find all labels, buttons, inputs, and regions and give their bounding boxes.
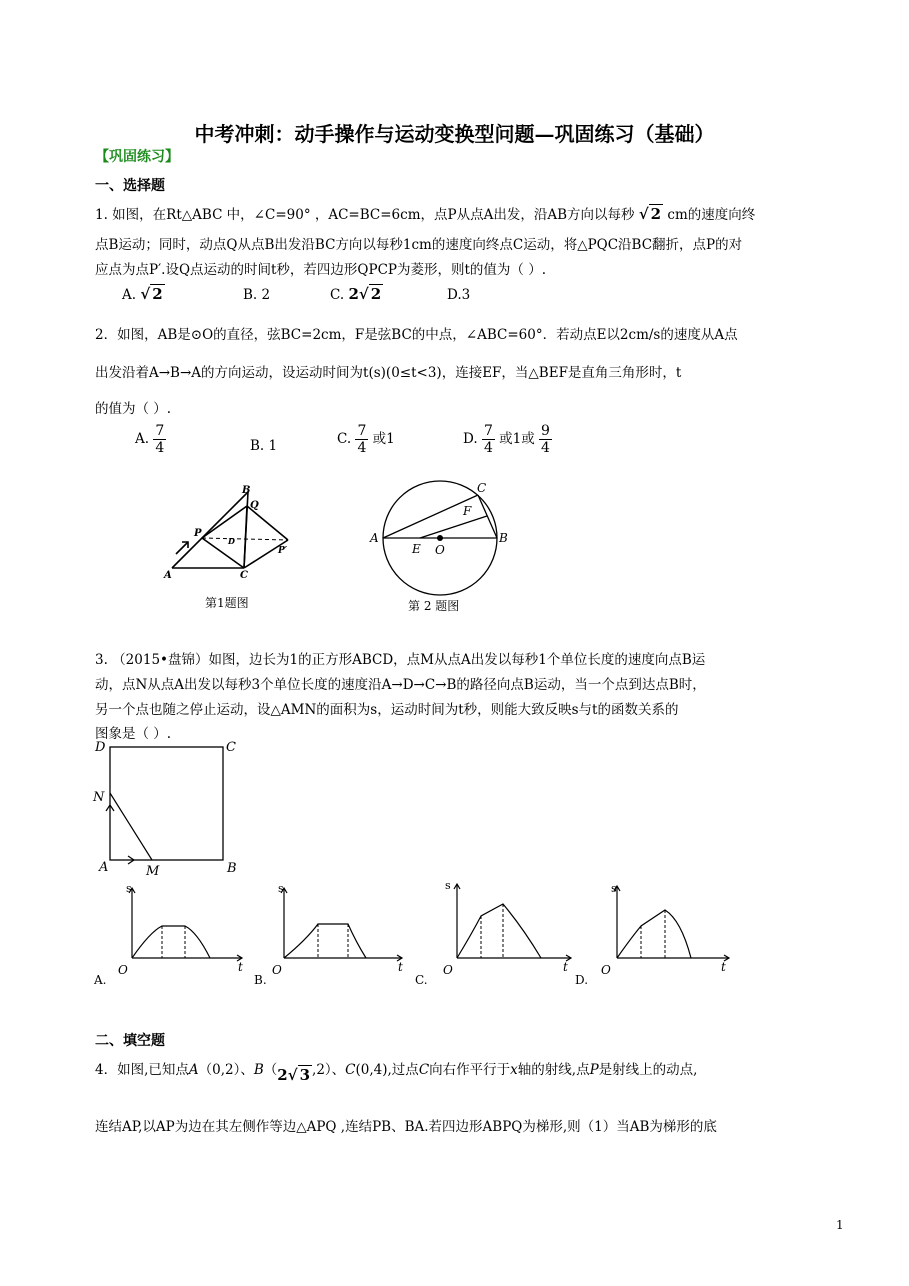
page-title: 中考冲刺：动手操作与运动变换型问题—巩固练习（基础） — [194, 122, 715, 146]
graph-option-b — [252, 880, 412, 990]
q2-line1: 2．如图，AB是⊙O的直径，弦BC=2cm，F是弦BC的中点，∠ABC=60°．若动点E以2cm/s的速度从A点 — [95, 327, 738, 343]
axis-s-label: s — [278, 882, 284, 895]
q1-line1-text: 1. 如图，在Rt△ABC 中，∠C=90° ，AC=BC=6cm，点P从点A出发，沿AB方向以每秒 — [95, 207, 635, 223]
graph-option-a-label: A. — [94, 973, 107, 987]
graph-option-d — [573, 880, 738, 990]
q1-option-a: A. √ 2 — [122, 285, 163, 303]
two-sqrt-3: 2√ 3 — [277, 1066, 311, 1084]
fig2-label-c: C — [477, 481, 487, 495]
q1-line3: 应点为点P′.设Q点运动的时间t秒，若四边形QPCP为菱形，则t的值为（ ）. — [95, 262, 547, 278]
fig2-label-a: A — [370, 531, 379, 545]
center-dot — [437, 535, 443, 541]
q1-option-b: B. 2 — [243, 287, 271, 303]
fraction-7-4: $\frac{7}{4}$ — [155, 423, 165, 456]
graph-option-b-label: B. — [254, 973, 267, 987]
fig1-caption: 第1题图 — [205, 596, 249, 610]
fig2-label-o: O — [435, 543, 445, 557]
fig1-label-d: D — [228, 536, 235, 546]
sqrt-2: √ 2 — [638, 205, 662, 223]
axis-t-label: t — [563, 960, 568, 974]
fig2-caption: 第 2 题图 — [408, 599, 460, 613]
graph-option-c — [413, 880, 578, 990]
fig1-label-c: C — [240, 570, 248, 581]
fig2-label-f: F — [463, 504, 472, 518]
q3-line2: 动，点N从点A出发以每秒3个单位长度的速度沿A→D→C→B的路径向点B运动，当一个点到达点B时， — [95, 677, 706, 693]
figure-1 — [160, 480, 300, 610]
q1-line1 — [95, 203, 755, 223]
origin-label: O — [601, 963, 611, 977]
q1-line1-tail: cm的速度向终 — [667, 207, 756, 223]
square-label-a: A — [99, 860, 109, 875]
q2-option-c: C. $\frac{7}{4}$ 或1 — [337, 423, 395, 456]
q3-line1: 3. （2015•盘锦）如图，边长为1的正方形ABCD，点M从点A出发以每秒1个单位长度的速度向点B运 — [95, 652, 706, 668]
axis-t-label: t — [721, 960, 726, 974]
axis-s-label: s — [611, 882, 617, 895]
q2-line3: 的值为（ ）. — [95, 401, 172, 417]
q4-line2: 连结AP,以AP为边在其左侧作等边△APQ ,连结PB、BA.若四边形ABPQ为梯形,则（1）当AB为梯形的底 — [95, 1119, 717, 1135]
q4-line1: 4．如图,已知点A（0,2）、B（2√ 3 ,2）、C(0,4),过点C向右作平行于x轴的射线,点P是射线上的动点, — [95, 1062, 698, 1084]
graph-option-a — [92, 880, 252, 990]
square-label-n: N — [93, 790, 105, 805]
square-label-m: M — [146, 864, 160, 877]
section-heading-choice: 一、选择题 — [95, 178, 165, 194]
q1-option-d: D.3 — [447, 287, 471, 303]
fig1-label-q: Q — [250, 500, 259, 511]
fig1-label-a: A — [164, 570, 172, 581]
q1-line2: 点B运动；同时，动点Q从点B出发沿BC方向以每秒1cm的速度向终点C运动，将△PQC沿BC翻折，点P的对 — [95, 237, 743, 253]
q2-option-b: B. 1 — [250, 438, 278, 454]
origin-label: O — [443, 963, 453, 977]
square-label-d: D — [95, 740, 106, 755]
q3-line3: 另一个点也随之停止运动，设△AMN的面积为s，运动时间为t秒，则能大致反映s与t的函数关系的 — [95, 702, 679, 718]
fig2-label-b: B — [499, 531, 508, 545]
fig1-label-p: P — [194, 528, 202, 539]
fig1-label-p-prime: P′ — [278, 546, 288, 556]
axis-t-label: t — [398, 960, 403, 974]
axis-s-label: s — [126, 882, 132, 895]
square-figure — [90, 735, 250, 877]
q1-option-c: C. 2√ 2 — [330, 285, 382, 303]
q2-option-a: A. $\frac{7}{4}$ — [135, 423, 165, 456]
q3-line4: 图象是（ ）. — [95, 726, 172, 742]
fig2-label-e: E — [412, 542, 421, 556]
q2-option-d: D. $\frac{7}{4}$ 或1或 $\frac{9}{4}$ — [463, 423, 550, 456]
section-heading-fill: 二、填空题 — [95, 1033, 165, 1049]
axis-s-label: s — [445, 880, 451, 892]
q2-line2: 出发沿着A→B→A的方向运动，设运动时间为t(s)(0≤t<3)，连接EF，当△BEF是直角三角形时，t — [95, 365, 682, 381]
origin-label: O — [272, 963, 282, 977]
section-tag: 【巩固练习】 — [95, 149, 179, 165]
figure-2 — [365, 475, 515, 600]
page-number: 1 — [836, 1218, 844, 1232]
fig1-label-b: B — [242, 485, 251, 496]
origin-label: O — [118, 963, 128, 977]
graph-option-c-label: C. — [415, 973, 428, 987]
square-label-c: C — [226, 740, 236, 755]
square-label-b: B — [227, 861, 237, 876]
axis-t-label: t — [238, 960, 243, 974]
graph-option-d-label: D. — [575, 973, 589, 987]
